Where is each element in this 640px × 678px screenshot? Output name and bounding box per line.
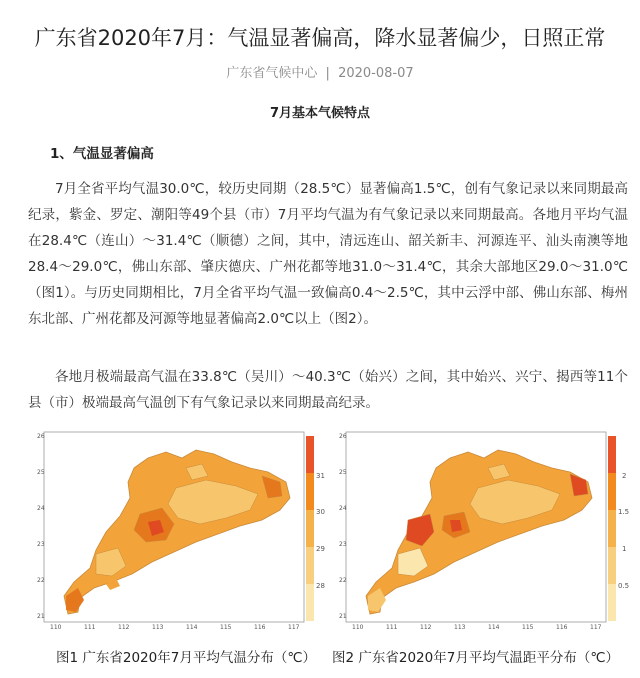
article-date: 2020-08-07 (338, 66, 414, 81)
legend-tick: 1.5 (618, 508, 630, 516)
x-tick: 115 (220, 624, 232, 631)
section-heading: 1、气温显著偏高 (50, 146, 154, 162)
figure-1-map[interactable] (36, 428, 316, 632)
legend-swatch (306, 584, 314, 621)
y-tick: 24 (339, 505, 347, 512)
x-tick: 112 (420, 624, 432, 631)
x-tick: 116 (254, 624, 266, 631)
legend-tick: 28 (316, 582, 325, 590)
y-tick: 21 (37, 613, 45, 620)
legend-swatch (608, 436, 616, 473)
article-meta (0, 62, 640, 81)
x-tick: 112 (118, 624, 130, 631)
legend-swatch (306, 547, 314, 584)
legend-swatch (306, 436, 314, 473)
figure-2-caption: 图2 广东省2020年7月平均气温距平分布（℃） (332, 650, 619, 666)
x-tick: 116 (556, 624, 568, 631)
y-tick: 22 (339, 577, 347, 584)
legend-swatch (608, 510, 616, 547)
legend-bar (608, 436, 616, 621)
y-tick: 23 (339, 541, 347, 548)
legend-swatch (608, 473, 616, 510)
legend-swatch (608, 547, 616, 584)
legend-tick: 2 (622, 472, 627, 480)
legend-tick: 30 (316, 508, 325, 516)
legend-bar (306, 436, 314, 621)
x-tick: 110 (352, 624, 364, 631)
figure-2-map[interactable] (338, 428, 618, 632)
x-tick: 117 (288, 624, 300, 631)
temperature-map-image (36, 428, 316, 632)
x-tick: 113 (152, 624, 164, 631)
legend-tick: 31 (316, 472, 325, 480)
y-tick: 25 (339, 469, 347, 476)
legend-swatch (608, 584, 616, 621)
x-tick: 110 (50, 624, 62, 631)
figure-1-caption: 图1 广东省2020年7月平均气温分布（℃） (56, 650, 316, 666)
legend-swatch (306, 510, 314, 547)
article-title: 广东省2020年7月：气温显著偏高，降水显著偏少，日照正常 (34, 26, 606, 51)
paragraph-extreme-temperature: 各地月极端最高气温在33.8℃（吴川）～40.3℃（始兴）之间，其中始兴、兴宁、揭西等11个县（市）极端最高气温创下有气象记录以来同期最高纪录。 (28, 369, 628, 411)
legend-tick: 29 (316, 545, 325, 553)
y-tick: 25 (37, 469, 45, 476)
section-subtitle: 7月基本气候特点 (269, 106, 371, 121)
article-source[interactable]: 广东省气候中心 (226, 66, 318, 81)
y-tick: 23 (37, 541, 45, 548)
x-tick: 114 (488, 624, 500, 631)
y-tick: 24 (37, 505, 45, 512)
y-tick: 26 (37, 433, 45, 440)
legend-swatch (306, 473, 314, 510)
legend-tick: 1 (622, 545, 627, 553)
meta-separator: | (325, 66, 330, 81)
x-tick: 113 (454, 624, 466, 631)
y-tick: 21 (339, 613, 347, 620)
y-tick: 26 (339, 433, 347, 440)
x-axis-ticks (352, 624, 602, 631)
x-tick: 117 (590, 624, 602, 631)
x-tick: 111 (386, 624, 398, 631)
x-axis-ticks (50, 624, 300, 631)
legend-tick: 0.5 (618, 582, 630, 590)
x-tick: 115 (522, 624, 534, 631)
x-tick: 114 (186, 624, 198, 631)
temperature-anomaly-map-image (338, 428, 618, 632)
x-tick: 111 (84, 624, 96, 631)
paragraph-temperature-summary: 7月全省平均气温30.0℃，较历史同期（28.5℃）显著偏高1.5℃，创有气象记录以来同期最高纪录，紫金、罗定、潮阳等49个县（市）7月平均气温为有气象记录以来同期最高。各地月平均气温在28.4℃（连山）～31.4℃（顺德）之间，其中，清远连山、韶关新丰、河源连平、汕头南澳等地28.4～29.0℃，佛山东部、肇庆德庆、广州花都等地31.0～31.4℃，其余大部地区29.0～31.0℃（图1）。与历史同期相比，7月全省平均气温一致偏高0.4～2.5℃，其中云浮中部、佛山东部、梅州东北部、广州花都及河源等地显著偏高2.0℃以上（图2）。 (28, 181, 628, 327)
y-tick: 22 (37, 577, 45, 584)
